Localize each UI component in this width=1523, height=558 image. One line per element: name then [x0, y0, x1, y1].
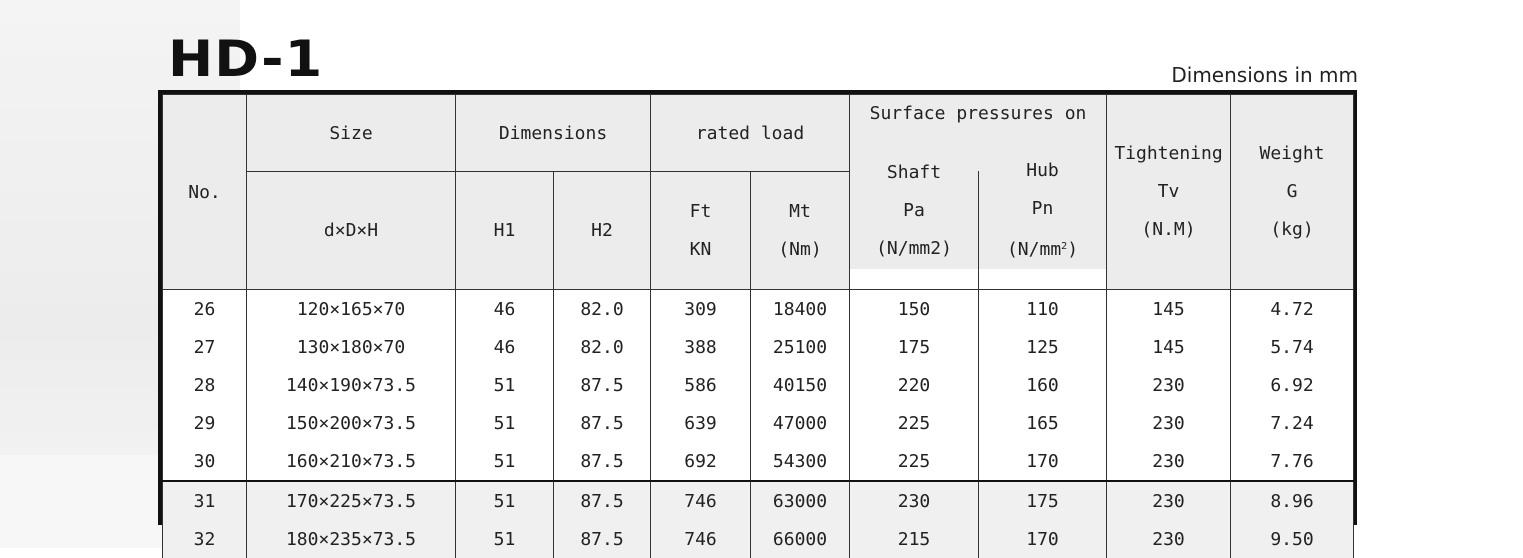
- cell-no: 31: [163, 481, 247, 520]
- cell-pn: 170: [979, 442, 1107, 481]
- cell-h2: 87.5: [554, 366, 651, 404]
- header-no: No.: [163, 95, 247, 290]
- table-row: [163, 404, 1354, 442]
- header-hub: [979, 152, 1107, 270]
- cell-mt: 63000: [751, 481, 850, 520]
- cell-no: 28: [163, 366, 247, 404]
- cell-mt: 18400: [751, 290, 850, 329]
- header-ft-label: Ft: [651, 193, 750, 231]
- header-tightening-label: Tightening: [1107, 135, 1230, 173]
- cell-pn: 160: [979, 366, 1107, 404]
- spec-table-frame: [158, 90, 1357, 525]
- spec-table: [162, 94, 1354, 558]
- cell-ft: 746: [651, 520, 751, 558]
- header-shaft: [850, 152, 979, 270]
- cell-pa: 225: [850, 442, 979, 481]
- cell-h1: 51: [456, 481, 554, 520]
- cell-no: 30: [163, 442, 247, 481]
- header-hub-unit: [979, 228, 1106, 269]
- cell-pa: 175: [850, 328, 979, 366]
- cell-tv: 230: [1107, 520, 1231, 558]
- cell-size: 160×210×73.5: [247, 442, 456, 481]
- header-hub-label: Hub: [979, 152, 1106, 190]
- cell-g: 4.72: [1231, 290, 1354, 329]
- cell-h1: 51: [456, 366, 554, 404]
- header-tightening: [1107, 95, 1231, 290]
- header-tightening-symbol: Tv: [1107, 173, 1230, 211]
- cell-tv: 230: [1107, 481, 1231, 520]
- header-hub-unit-sup: 2: [1061, 241, 1067, 252]
- cell-size: 180×235×73.5: [247, 520, 456, 558]
- cell-h1: 46: [456, 328, 554, 366]
- cell-g: 7.24: [1231, 404, 1354, 442]
- table-body: [163, 290, 1354, 558]
- cell-mt: 66000: [751, 520, 850, 558]
- header-weight-unit: (kg): [1231, 211, 1353, 249]
- cell-pa: 150: [850, 290, 979, 329]
- table-row: [163, 290, 1354, 329]
- cell-size: 120×165×70: [247, 290, 456, 329]
- cell-h1: 51: [456, 442, 554, 481]
- header-shaft-symbol: Pa: [850, 192, 978, 230]
- cell-h2: 82.0: [554, 328, 651, 366]
- header-hub-symbol: Pn: [979, 190, 1106, 228]
- header-mt: [751, 172, 850, 290]
- cell-ft: 692: [651, 442, 751, 481]
- cell-g: 5.74: [1231, 328, 1354, 366]
- header-mt-label: Mt: [751, 193, 849, 231]
- cell-mt: 54300: [751, 442, 850, 481]
- cell-mt: 40150: [751, 366, 850, 404]
- header-ft-unit: KN: [651, 231, 750, 269]
- cell-pa: 215: [850, 520, 979, 558]
- cell-g: 9.50: [1231, 520, 1354, 558]
- header-mt-unit: (Nm): [751, 231, 849, 269]
- header-weight-label: Weight: [1231, 135, 1353, 173]
- cell-h2: 87.5: [554, 404, 651, 442]
- header-shaft-unit: (N/mm2): [850, 230, 978, 268]
- cell-pn: 170: [979, 520, 1107, 558]
- cell-no: 29: [163, 404, 247, 442]
- page-title: HD-1: [168, 30, 323, 88]
- cell-ft: 309: [651, 290, 751, 329]
- cell-pn: 125: [979, 328, 1107, 366]
- table-header: [163, 95, 1354, 290]
- header-tightening-unit: (N.M): [1107, 211, 1230, 249]
- cell-pn: 175: [979, 481, 1107, 520]
- cell-h1: 51: [456, 520, 554, 558]
- header-size: Size: [247, 95, 456, 172]
- header-ft: [651, 172, 751, 290]
- cell-h2: 82.0: [554, 290, 651, 329]
- cell-no: 32: [163, 520, 247, 558]
- cell-no: 26: [163, 290, 247, 329]
- cell-pn: 165: [979, 404, 1107, 442]
- cell-mt: 25100: [751, 328, 850, 366]
- dimensions-note: Dimensions in mm: [1171, 63, 1358, 87]
- cell-pn: 110: [979, 290, 1107, 329]
- cell-tv: 230: [1107, 442, 1231, 481]
- header-rated-load: rated load: [651, 95, 850, 172]
- header-size-formula: d×D×H: [247, 172, 456, 290]
- cell-ft: 586: [651, 366, 751, 404]
- header-hub-unit-text: (N/mm: [1007, 239, 1061, 260]
- cell-tv: 145: [1107, 290, 1231, 329]
- table-row: [163, 366, 1354, 404]
- cell-h2: 87.5: [554, 520, 651, 558]
- cell-ft: 746: [651, 481, 751, 520]
- cell-h2: 87.5: [554, 442, 651, 481]
- cell-size: 130×180×70: [247, 328, 456, 366]
- cell-pa: 220: [850, 366, 979, 404]
- header-hub-unit-close: ): [1067, 239, 1078, 260]
- cell-ft: 639: [651, 404, 751, 442]
- cell-tv: 230: [1107, 366, 1231, 404]
- header-h1: H1: [456, 172, 554, 290]
- table-row: [163, 328, 1354, 366]
- header-shaft-label: Shaft: [850, 154, 978, 192]
- cell-pa: 230: [850, 481, 979, 520]
- table-row: [163, 481, 1354, 520]
- header-weight: [1231, 95, 1354, 290]
- header-dimensions: Dimensions: [456, 95, 651, 172]
- cell-mt: 47000: [751, 404, 850, 442]
- header-weight-symbol: G: [1231, 173, 1353, 211]
- cell-g: 6.92: [1231, 366, 1354, 404]
- cell-g: 7.76: [1231, 442, 1354, 481]
- cell-no: 27: [163, 328, 247, 366]
- cell-size: 150×200×73.5: [247, 404, 456, 442]
- cell-h1: 51: [456, 404, 554, 442]
- cell-tv: 230: [1107, 404, 1231, 442]
- cell-tv: 145: [1107, 328, 1231, 366]
- cell-h1: 46: [456, 290, 554, 329]
- cell-size: 170×225×73.5: [247, 481, 456, 520]
- table-row: [163, 520, 1354, 558]
- header-h2: H2: [554, 172, 651, 290]
- cell-ft: 388: [651, 328, 751, 366]
- table-row: [163, 442, 1354, 481]
- cell-h2: 87.5: [554, 481, 651, 520]
- cell-g: 8.96: [1231, 481, 1354, 520]
- header-surface-pressures-label: Surface pressures on: [870, 103, 1087, 124]
- cell-pa: 225: [850, 404, 979, 442]
- cell-size: 140×190×73.5: [247, 366, 456, 404]
